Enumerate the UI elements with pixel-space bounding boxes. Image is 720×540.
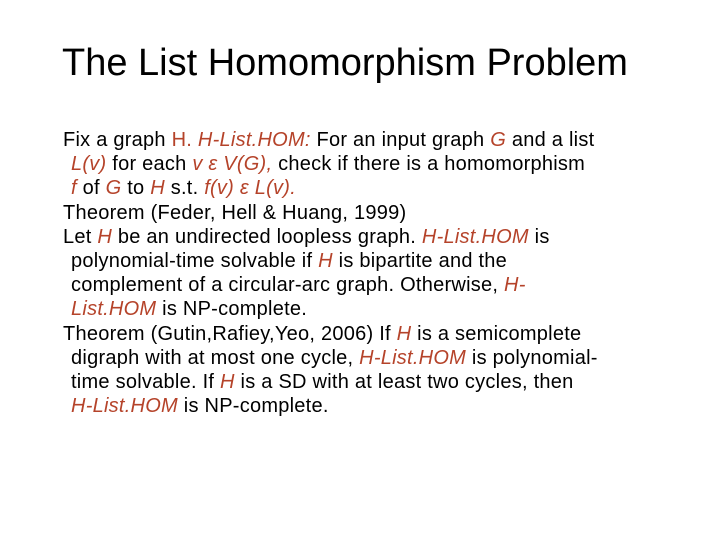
theorem1-line-3 (63, 273, 713, 297)
text-run: time solvable. If (71, 371, 221, 394)
theorem1-line-1 (63, 225, 713, 249)
text-run: check if there is a homomorphism (272, 153, 586, 176)
text-run: for each (106, 153, 193, 176)
text-run: Theorem (Feder, Hell & Huang, 1999) (63, 201, 407, 224)
text-run: polynomial-time solvable if (71, 250, 319, 273)
list-lv: L(v) (71, 153, 107, 176)
problem-name: H-List.HOM: (197, 129, 311, 151)
problem-name: H-List.HOM (71, 395, 178, 418)
text-run: is (528, 225, 550, 248)
text-run: of (76, 177, 106, 200)
theorem2-line-1 (63, 322, 713, 346)
intro-line-2 (63, 152, 713, 176)
theorem2-line-4 (63, 394, 713, 418)
map-f: f (71, 177, 77, 200)
text-run: complement of a circular-arc graph. Otherwise, (71, 274, 505, 297)
text-run: Theorem (Gutin,Rafiey,Yeo, 2006) If (63, 322, 397, 345)
graph-h-label: H (396, 322, 412, 345)
graph-h-label: H (220, 371, 235, 394)
graph-g-label: G (490, 129, 507, 151)
theorem2-line-3 (63, 370, 713, 394)
text-run: is NP-complete. (156, 298, 308, 321)
text-run: is NP-complete. (177, 395, 329, 418)
slide-title: The List Homomorphism Problem (62, 42, 628, 84)
text-run: is bipartite and the (332, 250, 508, 273)
text-run: is a semicomplete (411, 322, 582, 345)
problem-name: H- (504, 274, 526, 297)
text-run: digraph with at most one cycle, (71, 346, 360, 369)
intro-line-1 (63, 128, 713, 152)
vertex-set-expr: v ε V(G), (192, 153, 273, 176)
problem-name: H-List.HOM (359, 346, 467, 369)
theorem2-line-2 (63, 346, 713, 370)
text-run: is a SD with at least two cycles, then (234, 371, 574, 394)
graph-h-label: H. (171, 129, 198, 151)
graph-h-label: H (97, 225, 113, 248)
text-run: For an input graph (310, 129, 491, 151)
text-run: Let (63, 225, 98, 248)
theorem1-line-2 (63, 249, 713, 273)
intro-line-3 (63, 176, 713, 200)
text-run: s.t. (164, 177, 205, 200)
list-condition: f(v) ε L(v). (204, 177, 296, 200)
text-run: be an undirected loopless graph. (112, 225, 422, 248)
text-run: Fix a graph (63, 129, 172, 151)
theorem1-heading (63, 201, 713, 225)
text-run: and a list (506, 129, 595, 151)
problem-name: List.HOM (71, 298, 157, 321)
problem-name: H-List.HOM (421, 225, 529, 248)
text-run: to (121, 177, 151, 200)
slide-body (63, 128, 713, 418)
graph-g-label: G (105, 177, 122, 200)
text-run: is polynomial- (466, 346, 598, 369)
graph-h-label: H (150, 177, 165, 200)
theorem1-line-4 (63, 297, 713, 321)
graph-h-label: H (318, 250, 333, 273)
